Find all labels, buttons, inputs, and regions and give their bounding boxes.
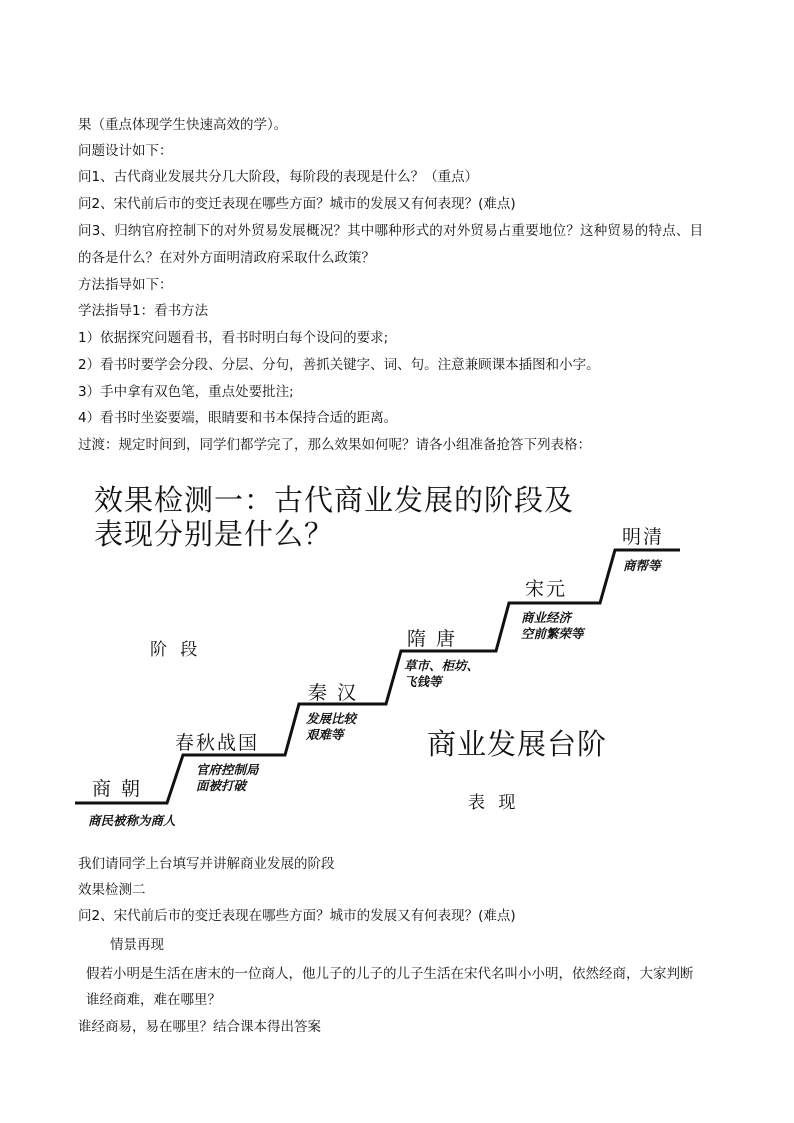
stage-chunqiu-zhanguo: 春秋战国 (175, 732, 260, 754)
text-line: 3）手中拿有双色笔，重点处要批注; (78, 384, 294, 400)
text-line: 假若小明是生活在唐末的一位商人，他儿子的儿子的儿子生活在宋代名叫小小明，依然经商，大家判断 (86, 966, 694, 982)
desc-chunqiu-zhanguo: 官府控制局 面被打破 (196, 762, 259, 793)
desc-shang: 商民被称为商人 (88, 813, 176, 828)
text-line: 方法指导如下： (78, 277, 173, 293)
stage-qin-han: 秦 汉 (308, 682, 359, 704)
figure-title-line1: 效果检测一：古代商业发展的阶段及 (94, 483, 575, 517)
desc-song-yuan: 商业经济 空前繁荣等 (521, 610, 584, 641)
stage-shang: 商 朝 (92, 778, 143, 800)
stage-song-yuan: 宋元 (525, 578, 568, 600)
figure-main-label: 商业发展台阶 (427, 727, 608, 761)
text-line: 学法指导1：看书方法 (78, 303, 209, 319)
stage-ming-qing: 明清 (622, 526, 665, 548)
text-line: 问2、宋代前后市的变迁表现在哪些方面？城市的发展又有何表现？(难点) (78, 196, 516, 212)
text-line: 过渡：规定时间到，同学们都学完了，那么效果如何呢？请各小组准备抢答下列表格： (78, 437, 591, 453)
text-line: 的各是什么？在对外方面明清政府采取什么政策？ (78, 250, 375, 266)
text-line: 1）依据探究问题看书，看书时明白每个设问的要求; (78, 330, 389, 346)
text-line: 我们请同学上台填写并讲解商业发展的阶段 (78, 856, 335, 872)
text-line: 问题设计如下： (78, 143, 173, 159)
text-line: 谁经商易，易在哪里？结合课本得出答案 (78, 1019, 321, 1035)
text-line: 问3、归纳官府控制下的对外贸易发展概况？其中哪种形式的对外贸易占重要地位？这种贸易的特点、目 (78, 223, 704, 239)
text-line: 问1、古代商业发展共分几大阶段，每阶段的表现是什么？（重点） (78, 169, 479, 185)
stage-sui-tang: 隋 唐 (407, 628, 458, 650)
text-line: 2）看书时要学会分段、分层、分句，善抓关键字、词、句。注意兼顾课本插图和小字。 (78, 357, 600, 373)
text-line: 谁经商难，难在哪里？ (86, 992, 221, 1008)
text-line: 情景再现 (110, 937, 164, 953)
text-line: 果（重点体现学生快速高效的学）。 (78, 117, 288, 133)
text-line: 效果检测二 (78, 882, 146, 898)
label-stage: 阶 段 (150, 640, 202, 660)
staircase-figure (70, 478, 690, 838)
desc-ming-qing: 商帮等 (623, 558, 661, 573)
label-show: 表 现 (468, 793, 520, 813)
text-line: 4）看书时坐姿要端，眼睛要和书本保持合适的距离。 (78, 410, 398, 426)
desc-sui-tang: 草市、柜坊、 飞钱等 (404, 658, 480, 689)
figure-title-line2: 表现分别是什么？ (94, 517, 335, 551)
desc-qin-han: 发展比较 艰难等 (306, 711, 357, 742)
text-line: 问2、宋代前后市的变迁表现在哪些方面？城市的发展又有何表现？(难点) (78, 908, 516, 924)
